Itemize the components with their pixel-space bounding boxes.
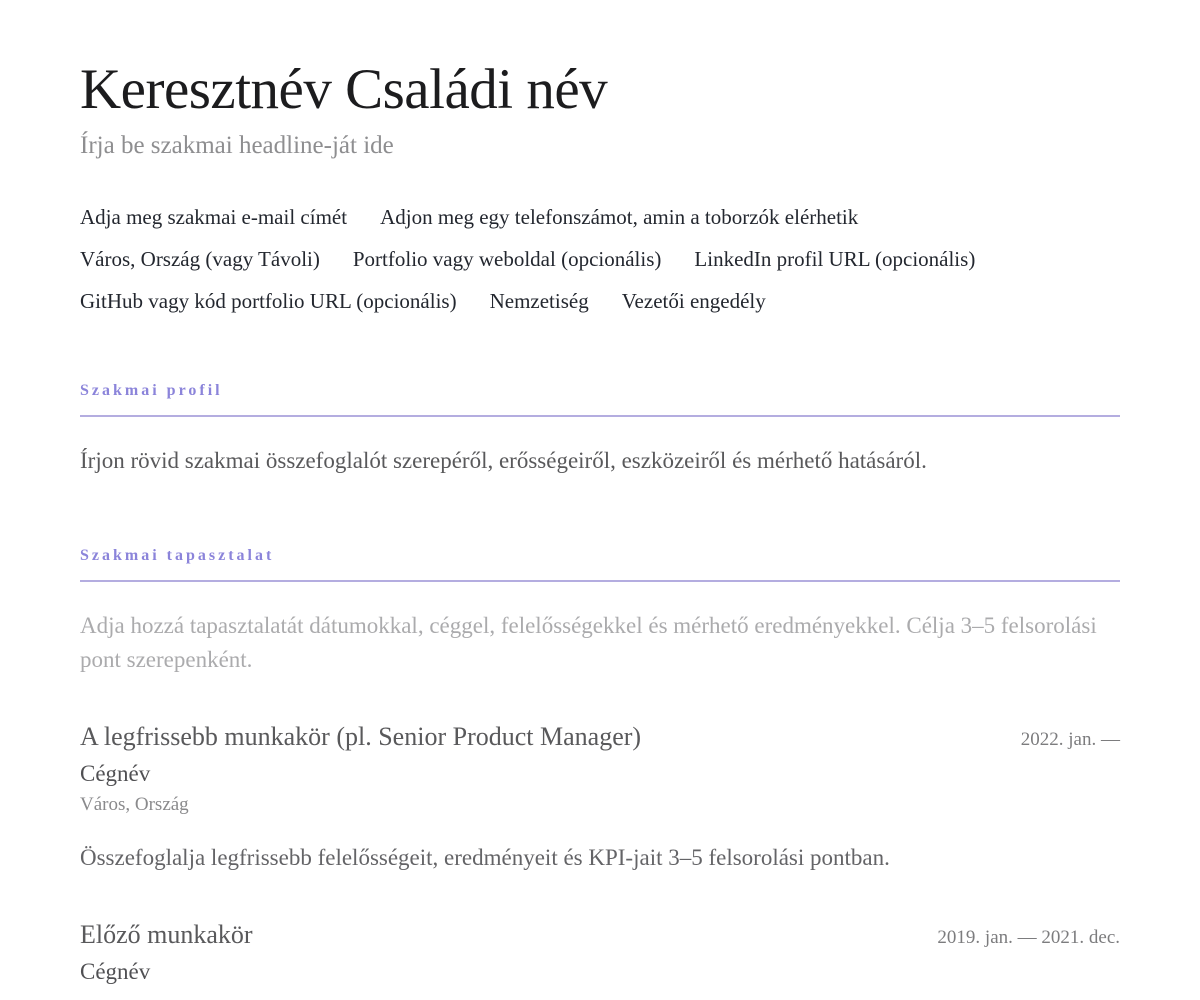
job-dates-field[interactable]: 2019. jan. — 2021. dec. <box>937 927 1120 949</box>
job-title-field[interactable]: A legfrissebb munkakör (pl. Senior Product Manager) <box>80 722 642 751</box>
section-profile <box>80 382 1120 477</box>
profile-summary-field[interactable]: Írjon rövid szakmai összefoglalót szerepéről, erősségeiről, eszközeiről és mérhető hatásáról. <box>80 447 927 473</box>
name-field[interactable]: Keresztnév Családi név <box>80 58 608 121</box>
job-company-field[interactable]: Cégnév <box>80 959 151 985</box>
job-summary-field[interactable]: Összefoglalja legfrissebb felelősségeit, eredményeit és KPI-jait 3–5 felsorolási pontban. <box>80 845 890 870</box>
contact-github-field[interactable]: GitHub vagy kód portfolio URL (opcionális) <box>80 288 457 313</box>
section-experience <box>80 547 1120 985</box>
section-experience-title: Szakmai tapasztalat <box>80 547 1120 582</box>
job-dates-field[interactable]: 2022. jan. — <box>1020 729 1120 750</box>
section-profile-title: Szakmai profil <box>80 382 1120 417</box>
job-header <box>80 722 1120 752</box>
contact-location-field[interactable]: Város, Ország (vagy Távoli) <box>80 246 320 271</box>
contact-row <box>80 206 1120 312</box>
contact-nationality-field[interactable]: Nemzetiség <box>489 288 589 313</box>
job-company-field[interactable]: Cégnév <box>80 761 151 786</box>
contact-linkedin-field[interactable]: LinkedIn profil URL (opcionális) <box>694 246 976 271</box>
job-entry <box>80 920 1120 985</box>
contact-email-field[interactable]: Adja meg szakmai e-mail címét <box>80 204 348 229</box>
job-header <box>80 920 1120 950</box>
job-location-field[interactable]: Város, Ország <box>80 794 189 815</box>
contact-portfolio-field[interactable]: Portfolio vagy weboldal (opcionális) <box>352 246 662 271</box>
contact-phone-field[interactable]: Adjon meg egy telefonszámot, amin a toborzók elérhetik <box>380 204 859 229</box>
job-entry <box>80 722 1120 874</box>
headline-field[interactable]: Írja be szakmai headline-ját ide <box>80 131 394 159</box>
contact-license-field[interactable]: Vezetői engedély <box>621 288 766 313</box>
experience-hint-text: Adja hozzá tapasztalatát dátumokkal, céggel, felelősségekkel és mérhető eredményekkel. Célja 3–5 felsorolási pont szerepenként. <box>80 613 1097 672</box>
job-title-field[interactable]: Előző munkakör <box>80 920 253 950</box>
